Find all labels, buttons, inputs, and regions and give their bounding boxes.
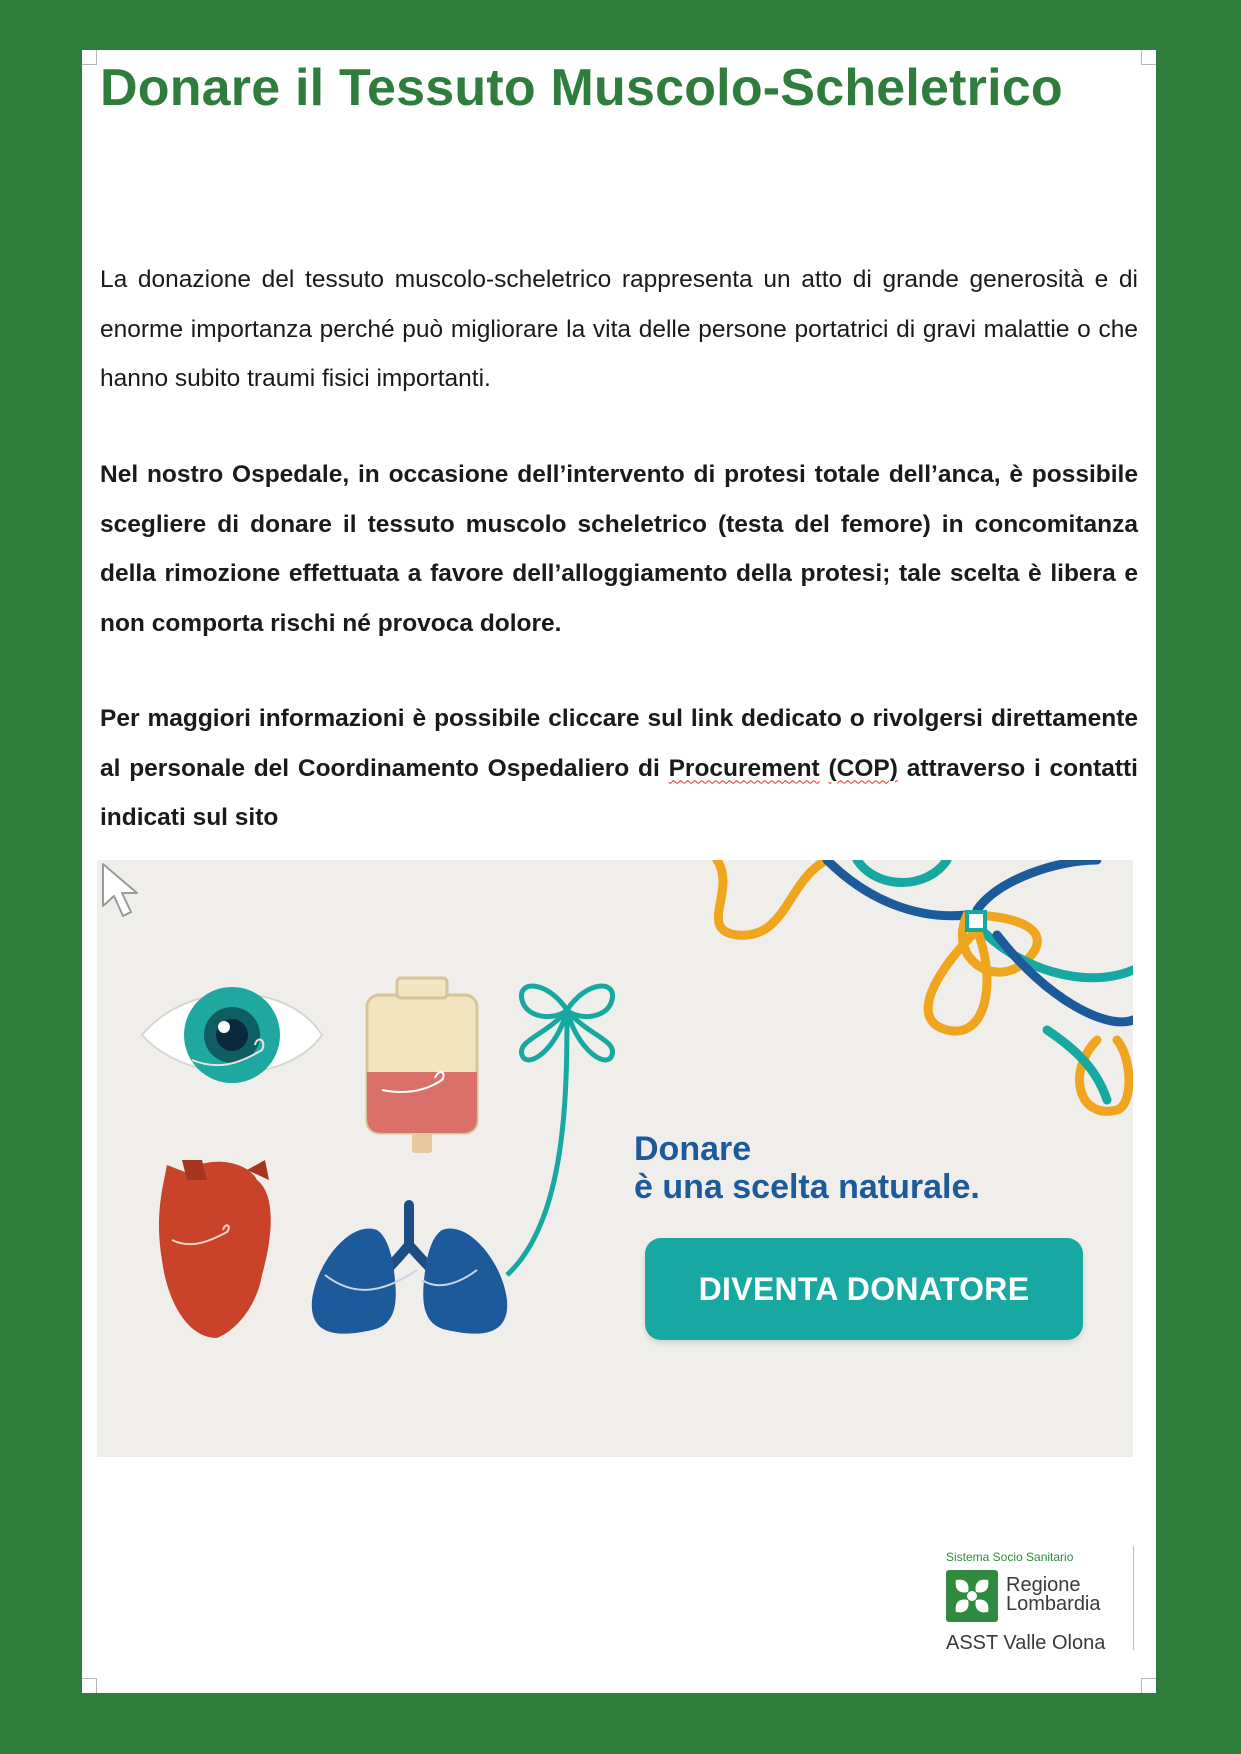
heart-icon [159, 1160, 271, 1338]
lombardia-rose-icon [946, 1570, 998, 1622]
logo-region-name [1006, 1576, 1101, 1614]
document-page [82, 50, 1156, 1693]
crop-mark-bottom-left [82, 1678, 97, 1693]
lungs-icon [312, 1205, 507, 1334]
banner-tagline [634, 1130, 1114, 1206]
hospital-paragraph: Nel nostro Ospedale, in occasione dell’intervento di protesi totale dell’anca, è possibile scegliere di donare il tessuto muscolo scheletrico (testa del femore) in concomitanza della rimozione effettuata a favore dell’alloggiamento della protesi; tale scelta è libera e non comporta rischi né provoca dolore. [100, 461, 1138, 637]
info-text-part2: attraverso i contatti indicati sul sito [100, 754, 1138, 831]
blood-bag-icon [367, 978, 477, 1153]
logo-asst-label: ASST Valle Olona [946, 1632, 1106, 1654]
logo-region-line-1: Regione [1006, 1574, 1081, 1596]
intro-paragraph: La donazione del tessuto muscolo-scheletrico rappresenta un atto di grande generosità e di enorme importanza perché può migliorare la vita delle persone portatrici di gravi malattie o che hanno subito traumi fisici importanti. [100, 266, 1138, 392]
info-paragraph [100, 694, 1138, 843]
logo-region-line-2: Lombardia [1006, 1593, 1101, 1615]
become-donor-button[interactable]: DIVENTA DONATORE [645, 1238, 1083, 1340]
cop-word: (COP) [828, 754, 898, 782]
page-title: Donare il Tessuto Muscolo-Scheletrico [100, 59, 1063, 117]
eye-icon [142, 987, 322, 1083]
tagline-line-1: Donare [634, 1130, 752, 1168]
donation-banner[interactable] [97, 860, 1133, 1457]
regione-lombardia-logo [940, 1546, 1136, 1686]
logo-system-label: Sistema Socio Sanitario [946, 1550, 1074, 1564]
ribbon-stem [507, 1010, 567, 1275]
info-text-part1: Per maggiori informazioni è possibile cliccare sul link dedicato o rivolgersi direttamente al personale del Coordinamento Ospedaliero di [100, 705, 1138, 782]
procurement-word: Procurement [668, 754, 820, 782]
tagline-line-2: è una scelta naturale. [634, 1168, 980, 1206]
crop-mark-top-right [1141, 50, 1156, 65]
crop-mark-bottom-right [1141, 1678, 1156, 1693]
logo-divider [1133, 1546, 1134, 1650]
crop-mark-top-left [82, 50, 97, 65]
ribbon-flower-icon [717, 860, 1133, 1111]
cursor-icon [97, 860, 153, 920]
